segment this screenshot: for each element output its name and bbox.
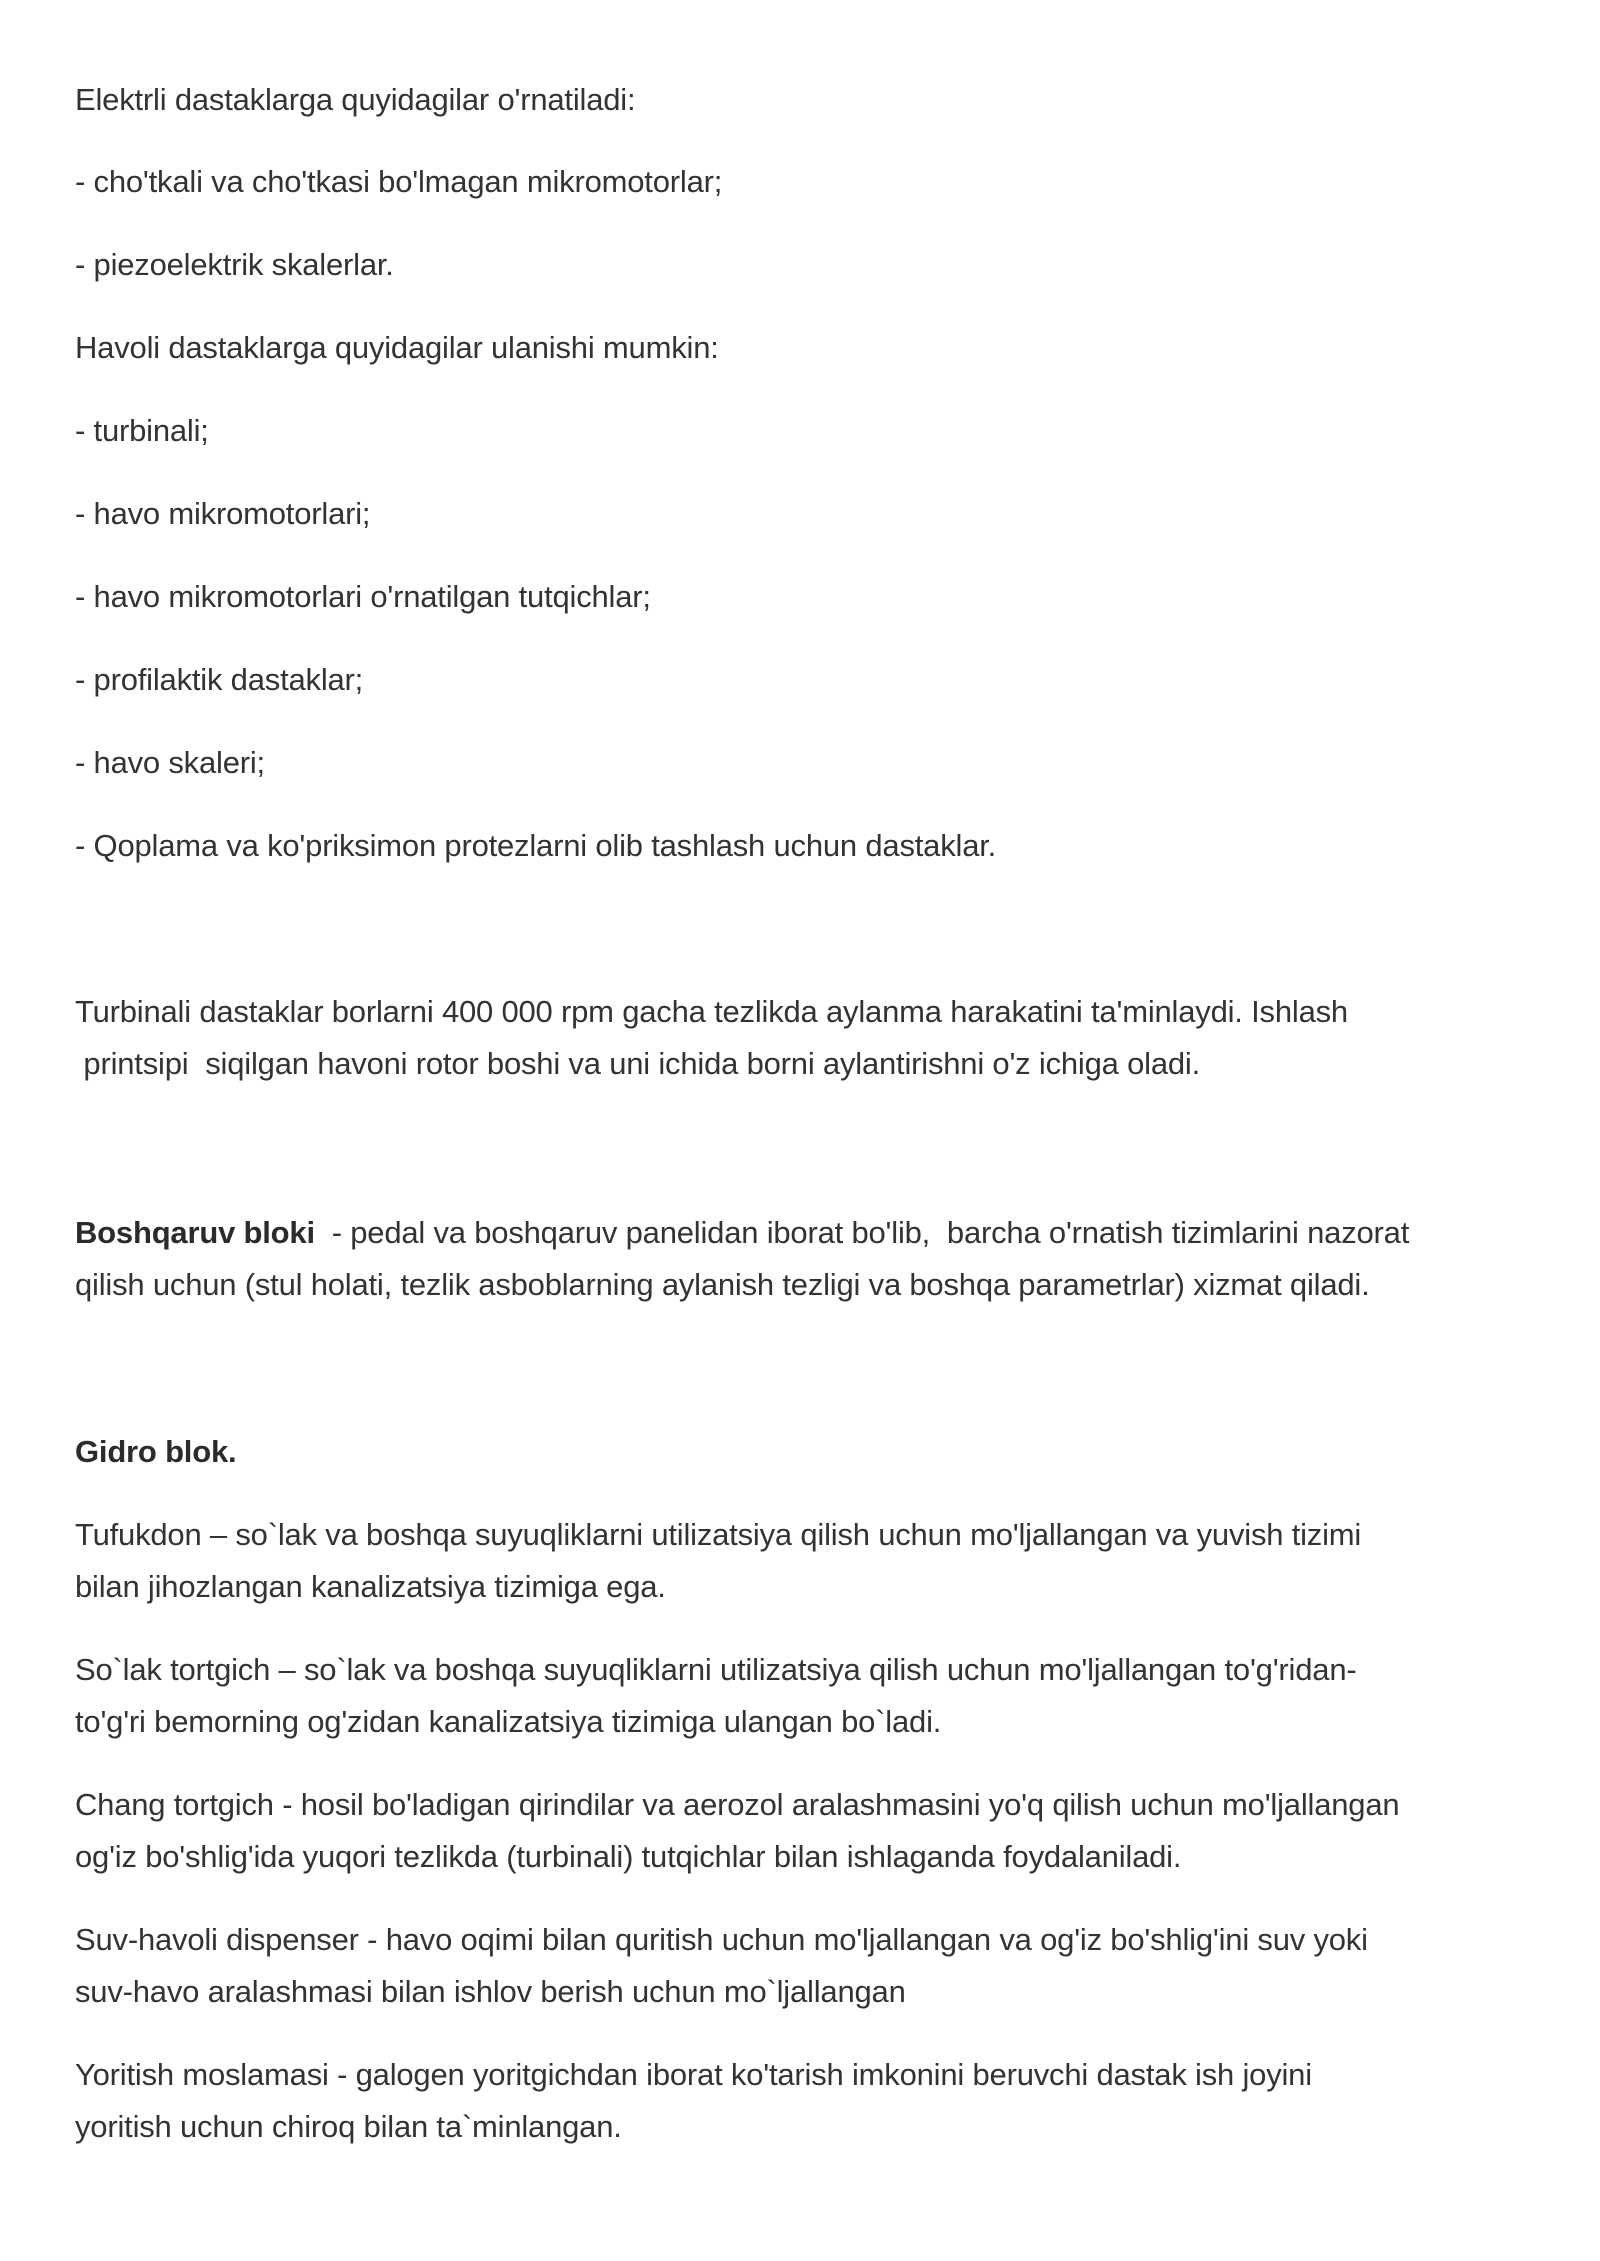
control-term: Boshqaruv bloki — [75, 1215, 315, 1250]
hydro-item-line: Yoritish moslamasi - galogen yoritgichdan iborat ko'tarish imkonini beruvchi dastak ish joyini — [75, 2057, 1312, 2092]
hydro-heading-text: Gidro blok. — [75, 1434, 237, 1469]
hydro-item-line: bilan jihozlangan kanalizatsiya tizimiga ega. — [75, 1569, 666, 1604]
list-item-air: - profilaktik dastaklar; — [75, 662, 364, 697]
list-item-electric: - piezoelektrik skalerlar. — [75, 247, 394, 282]
list-item-air: - havo skaleri; — [75, 745, 265, 780]
list-item-air: - Qoplama va ko'priksimon protezlarni olib tashlash uchun dastaklar. — [75, 828, 997, 863]
hydro-item-line: to'g'ri bemorning og'zidan kanalizatsiya tizimiga ulangan bo`ladi. — [75, 1704, 942, 1739]
hydro-item-line: Tufukdon – so`lak va boshqa suyuqliklarni utilizatsiya qilish uchun mo'ljallangan va yuvish tizimi — [75, 1517, 1362, 1552]
air-heading: Havoli dastaklarga quyidagilar ulanishi mumkin: — [75, 330, 719, 365]
list-item-air: - havo mikromotorlari; — [75, 496, 371, 531]
turbine-paragraph-line: printsipi siqilgan havoni rotor boshi va uni ichida borni aylantirishni o'z ichiga oladi. — [75, 1046, 1201, 1081]
control-paragraph-line: qilish uchun (stul holati, tezlik asboblarning aylanish tezligi va boshqa parametrlar) xizmat qiladi. — [75, 1267, 1370, 1302]
hydro-item-line: Chang tortgich - hosil bo'ladigan qirindilar va aerozol aralashmasini yo'q qilish uchun mo'ljallangan — [75, 1787, 1400, 1822]
list-item-electric: - cho'tkali va cho'tkasi bo'lmagan mikromotorlar; — [75, 164, 723, 199]
hydro-item-line: og'iz bo'shlig'ida yuqori tezlikda (turbinali) tutqichlar bilan ishlaganda foydalaniladi. — [75, 1839, 1182, 1874]
electric-heading: Elektrli dastaklarga quyidagilar o'rnatiladi: — [75, 82, 636, 117]
list-item-air: - havo mikromotorlari o'rnatilgan tutqichlar; — [75, 579, 651, 614]
hydro-item-line: So`lak tortgich – so`lak va boshqa suyuqliklarni utilizatsiya qilish uchun mo'ljallangan to'g'ridan- — [75, 1652, 1357, 1687]
hydro-item-line: yoritish uchun chiroq bilan ta`minlangan. — [75, 2109, 622, 2144]
hydro-item-line: suv-havo aralashmasi bilan ishlov berish uchun mo`ljallangan — [75, 1974, 906, 2009]
control-paragraph-line — [75, 1213, 1409, 1253]
hydro-item-line: Suv-havoli dispenser - havo oqimi bilan quritish uchun mo'ljallangan va og'iz bo'shlig'ini suv yoki — [75, 1922, 1368, 1957]
hydro-heading — [75, 1432, 236, 1472]
control-definition: - pedal va boshqaruv panelidan iborat bo'lib, barcha o'rnatish tizimlarini nazorat — [314, 1215, 1410, 1250]
list-item-air: - turbinali; — [75, 413, 209, 448]
turbine-paragraph-line: Turbinali dastaklar borlarni 400 000 rpm gacha tezlikda aylanma harakatini ta'minlaydi. Ishlash — [75, 994, 1348, 1029]
